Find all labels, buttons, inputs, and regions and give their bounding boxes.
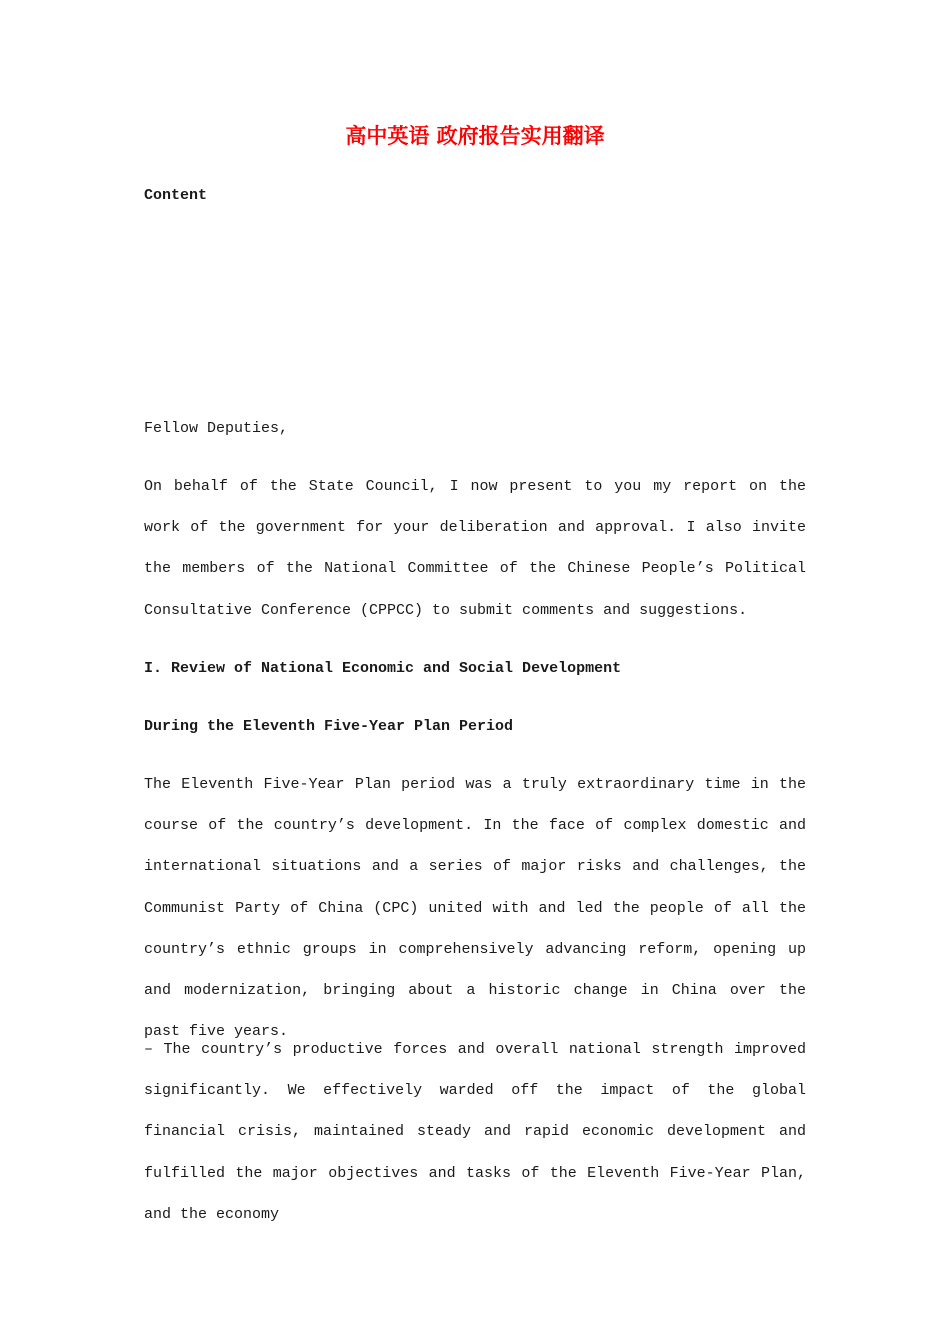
intro-paragraph: On behalf of the State Council, I now present to you my report on the work of the government for your deliberation and approval. I also invite the members of the National Committee of the Chinese People’s Political Consultative Conference (CPPCC) to submit comments and suggestions. xyxy=(144,478,806,619)
section-heading: I. Review of National Economic and Social Development xyxy=(144,660,622,677)
document-title: 高中英语 政府报告实用翻译 xyxy=(345,124,605,148)
content-label: Content xyxy=(144,187,208,204)
subsection-heading: During the Eleventh Five-Year Plan Period xyxy=(144,718,514,735)
body-paragraph-1: The Eleventh Five-Year Plan period was a truly extraordinary time in the course of the country’s development. In the face of complex domestic and international situations and a series of major risks and challenges, the Communist Party of China (CPC) united with and led the people of all the country’s ethnic groups in comprehensively advancing reform, opening up and modernization, bringing about a historic change in China over the past five years. xyxy=(144,776,806,1041)
salutation: Fellow Deputies, xyxy=(144,420,289,437)
body-paragraph-2: – The country’s productive forces and overall national strength improved significantly. We effectively warded off the impact of the global financial crisis, maintained steady and rapid economic development and fulfilled the major objectives and tasks of the Eleventh Five-Year Plan, and the economy xyxy=(144,1041,806,1223)
